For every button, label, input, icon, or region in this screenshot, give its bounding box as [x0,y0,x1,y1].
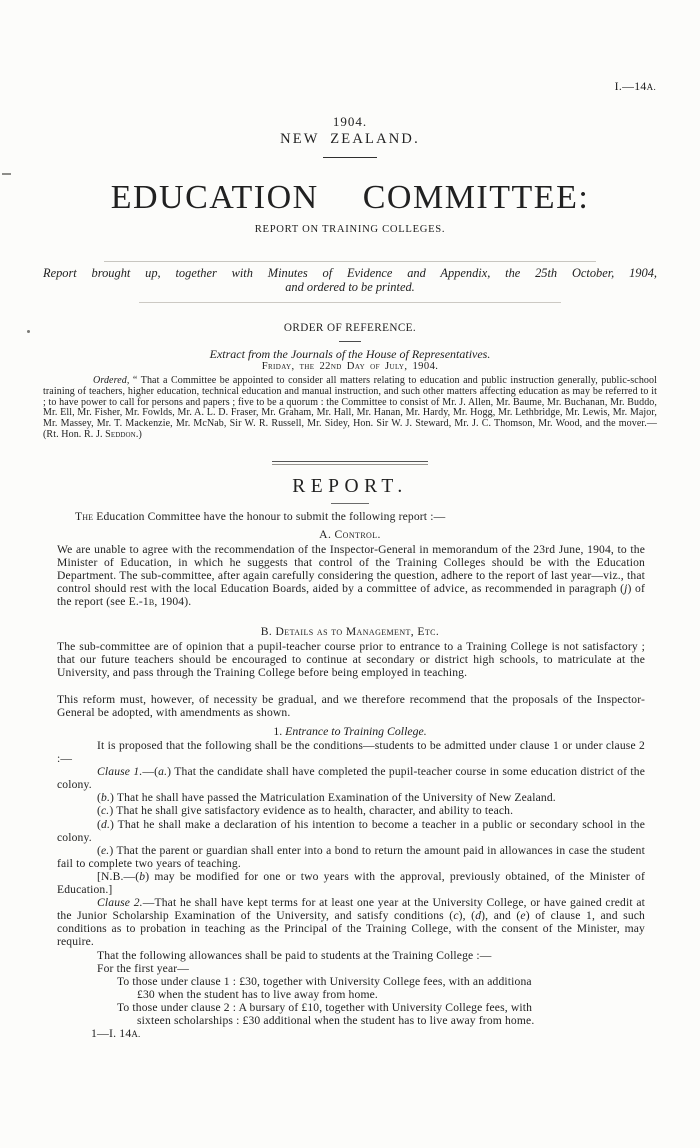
document-subtitle: REPORT ON TRAINING COLLEGES. [254,224,446,235]
section-b-paragraph-2: This reform must, however, of necessity be gradual, and we therefore recommend that the proposals of the Inspector-General be adopted, with amendments as shown. [57,693,645,720]
masthead-rule [323,157,377,158]
report-heading-rule [331,503,369,504]
brought-up-line1: Report brought up, together with Minutes of Evidence and Appendix, the 25th October, 1904, [43,266,657,280]
report-intro-line: The Education Committee have the honour to submit the following report :— [75,510,446,523]
divider-rule-top [104,261,596,262]
section-a-heading: A. Control. [319,528,381,541]
sitting-date-line: Friday, the 22nd Day of July, 1904. [261,361,439,372]
condition-b-paragraph: (b.) That he shall have passed the Matriculation Examination of the University of New Zealand. [97,791,556,805]
printer-signature-main: 1—I. 14 [91,1026,132,1041]
allowance-item-line1: To those under clause 1 : £30, together with University College fees, with an additiona [117,974,532,988]
allowance-item-line2: £30 when the student has to live away from home. [137,987,378,1001]
paper-reference-suffix: A. [646,82,656,92]
order-of-reference-paragraph: Ordered, “ That a Committee be appointed to consider all matters relating to education and public instruction generally, public-school training of teachers, higher education, technical education and manual instruction, and such other matters affecting education as may be referred to it ; to have power to call for persons and papers ; five to be a quorum : the Committee to consist of Mr. J. Allen, Mr. Baume, Mr. Buchanan, Mr. Buddo, Mr. Ell, Mr. Fisher, Mr. Fowlds, Mr. A. L. D. Fraser, Mr. Graham, Mr. Hall, Mr. Hanan, Mr. Hardy, Mr. Hogg, Mr. Lethbridge, Mr. Lewis, Mr. Major, Mr. Massey, Mr. T. Mackenzie, Mr. McNab, Sir W. R. Russell, Mr. Sidey, Hon. Sir W. J. Steward, Mr. J. C. Thomson, Mr. Wood, and the mover.—(Rt. Hon. R. J. Seddon.) [43,375,657,440]
allowances-year-line: For the first year— [97,961,190,975]
subsection-1-heading: 1. Entrance to Training College. [273,724,427,738]
brought-up-line2: and ordered to be printed. [285,279,415,294]
paper-reference-main: I.—14 [614,79,647,93]
clause-2-paragraph: Clause 2.—That he shall have kept terms for at least one year at the University College, or have gained credit at the Junior Scholarship Examination of the University, and satisfy conditions (c), (d), and (e) of clause 1, and such conditions as to probation in teaching as the Principal of the Training College, with the consent of the Minister, may require. [57,896,646,949]
document-title: EDUCATION COMMITTEE: [110,179,590,216]
report-heading: REPORT. [292,476,408,497]
brought-up-note [43,267,657,295]
section-b-heading: B. Details as to Management, Etc. [260,625,440,638]
condition-c-paragraph: (c.) That he shall give satisfactory evidence as to health, character, and ability to teach. [97,804,514,818]
scan-artifact [2,173,11,175]
allowances-lead-line: That the following allowances shall be paid to students at the Training College :— [97,948,492,962]
double-rule-divider [272,461,428,465]
printer-signature-line [57,1027,645,1041]
allowance-item-clause-2 [57,1001,645,1027]
subsection-1-body [57,739,645,1041]
allowance-item-line2: sixteen scholarships : £30 additional when the student has to live away from home. [137,1013,535,1027]
divider-rule-bottom [139,302,561,303]
conditions-intro-paragraph: It is proposed that the following shall be the conditions—students to be admitted under clause 1 or under clause 2 :— [57,739,645,766]
condition-d-paragraph: (d.) That he shall make a declaration of his intention to become a teacher in a public or secondary school in the colony. [57,817,645,844]
allowance-item-line1: To those under clause 2 : A bursary of £10, together with University College fees, with [117,1000,533,1014]
section-a-paragraph: We are unable to agree with the recommendation of the Inspector-General in memorandum of the 23rd June, 1904, to the Minister of Education, in which he suggests that control of the Training Colleges should be with the Education Department. The sub-committee, after again carefully considering the question, adhere to the report of last year—viz., that control should rest with the local Education Boards, aided by a committee of advice, as recommended in paragraph (j) of the report (see E.-1b, 1904). [57,543,645,609]
section-b-paragraph-1: The sub-committee are of opinion that a pupil-teacher course prior to entrance to a Training College is not satisfactory ; that our future teachers should be encouraged to continue at secondary or district high schools, to matriculate at the University, and pass through the Training College before being employed in teaching. [57,640,645,680]
order-of-reference-dash [339,341,361,342]
order-of-reference-heading: ORDER OF REFERENCE. [283,322,417,334]
clause-1-paragraph: Clause 1.—(a.) That the candidate shall have completed the pupil-teacher course in some education district of the colony. [57,765,646,792]
condition-e-paragraph: (e.) That the parent or guardian shall enter into a bond to return the amount paid in allowances in case the student fail to complete two years of teaching. [57,843,645,870]
masthead-country: NEW ZEALAND. [280,131,420,147]
printer-signature-suffix: A. [131,1029,141,1040]
nota-bene-paragraph: [N.B.—(b) may be modified for one or two years with the approval, previously obtained, of the Minister of Education.] [57,869,645,897]
allowance-item-clause-1 [57,975,645,1001]
paper-reference-number [615,79,656,94]
masthead-year: 1904. [332,114,368,129]
journals-extract-line: Extract from the Journals of the House of Representatives. [209,347,491,361]
